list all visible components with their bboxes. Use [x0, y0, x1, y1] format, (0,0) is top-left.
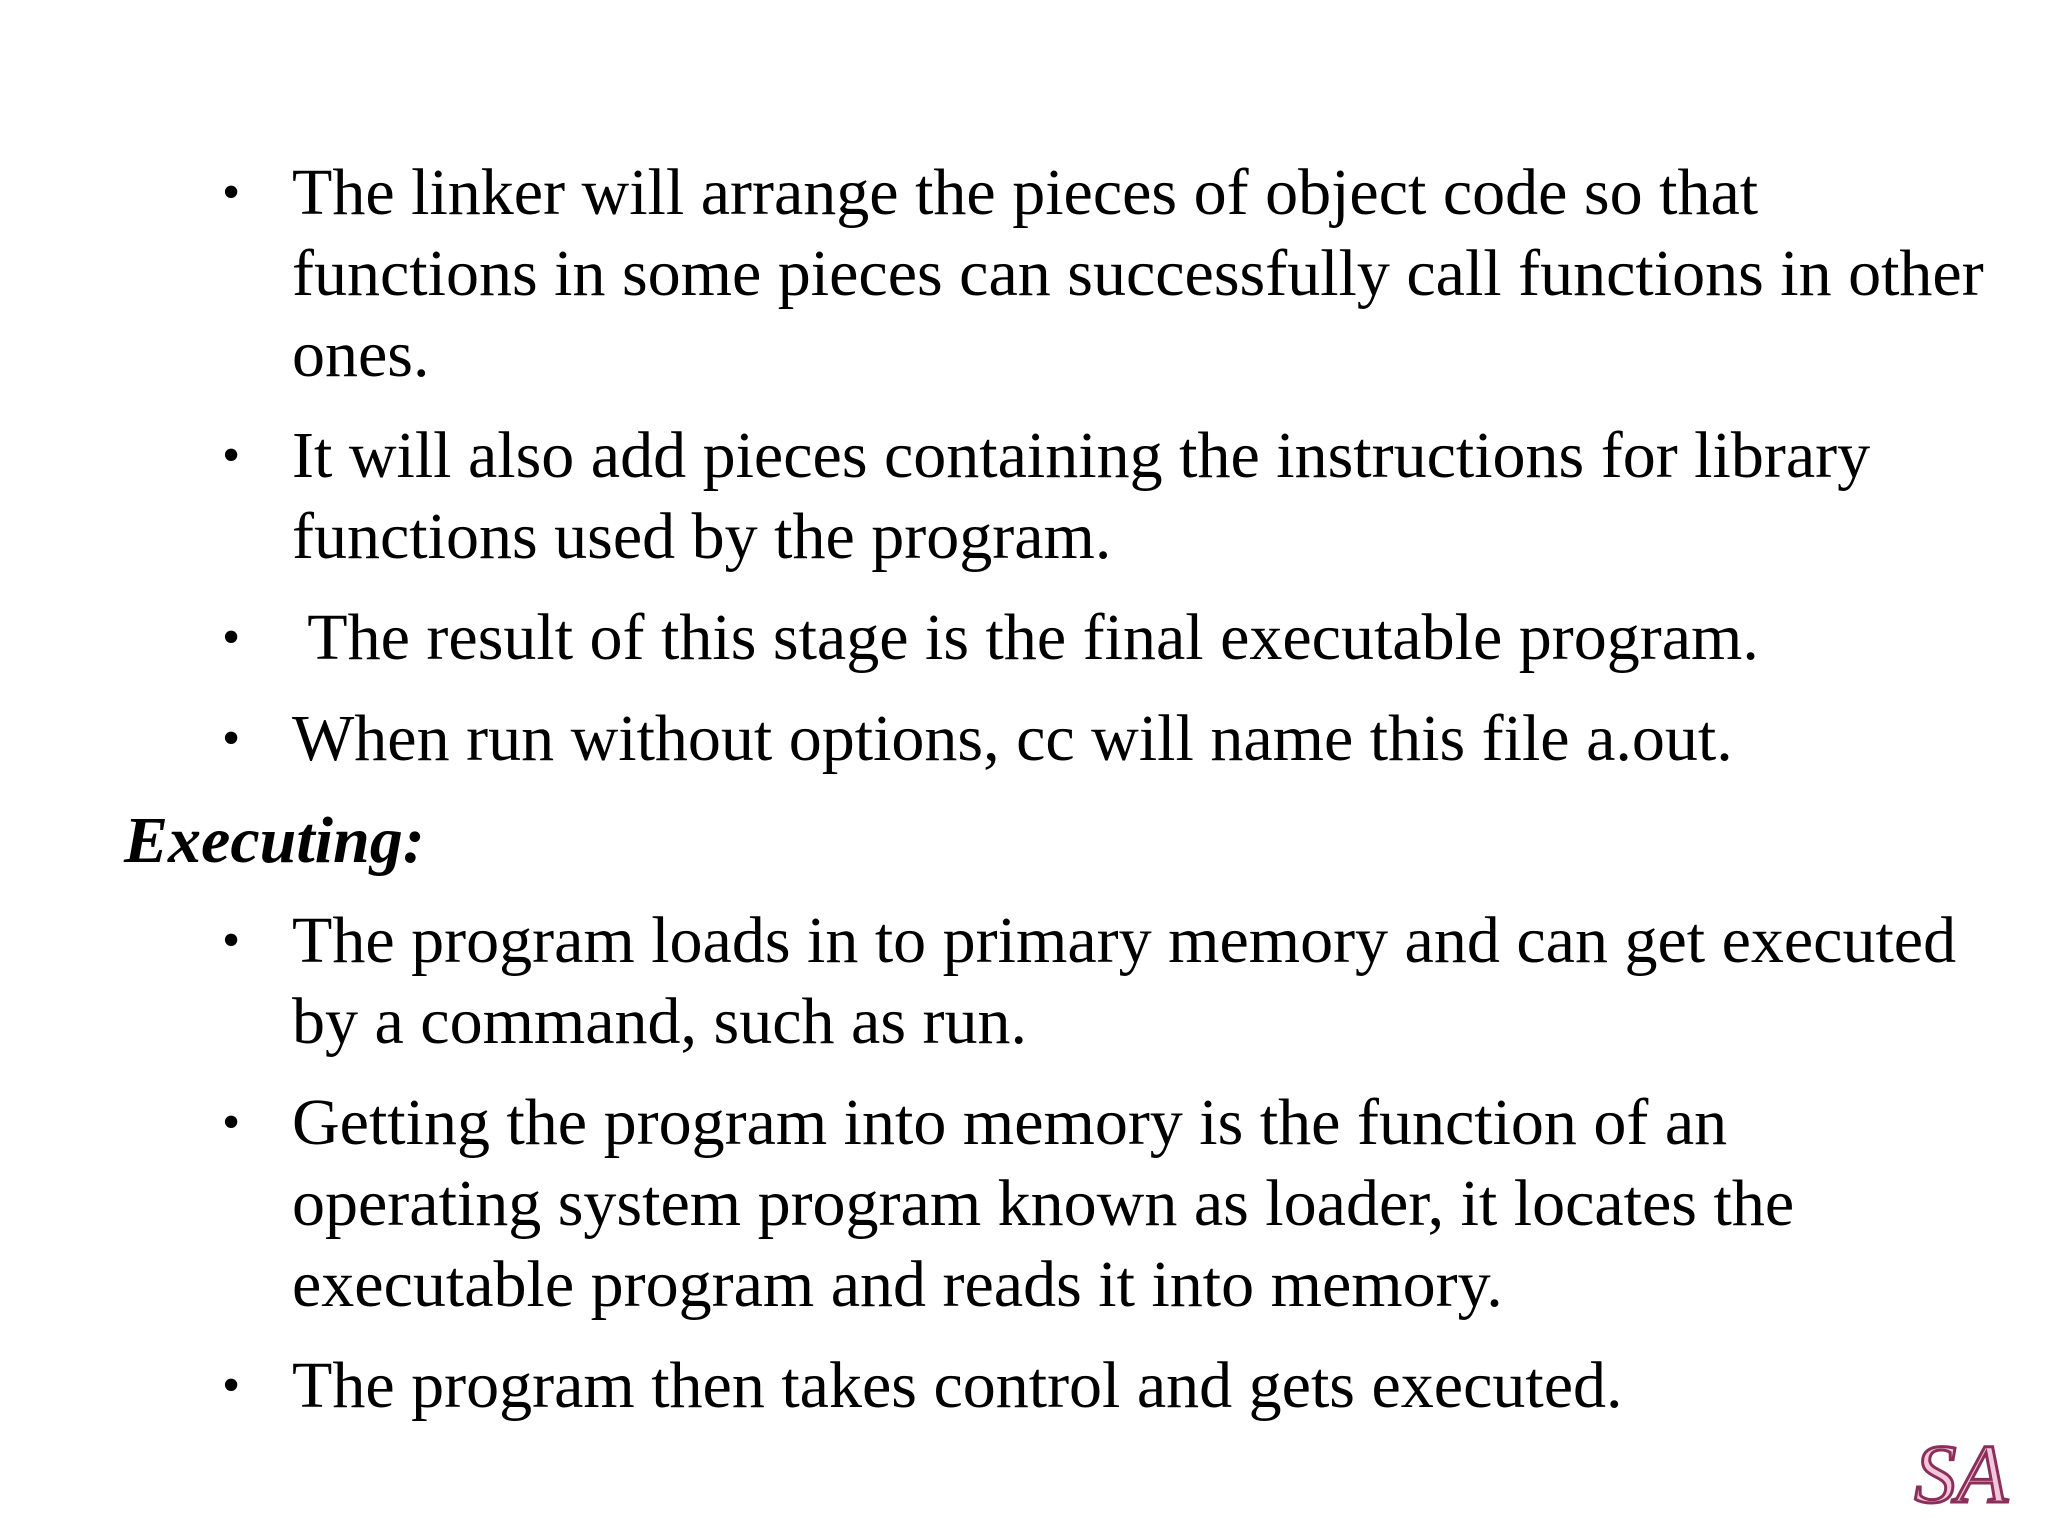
bullet-text: The program then takes control and gets executed.: [292, 1349, 1623, 1422]
bullet-item-library-functions: [0, 415, 2048, 577]
bullet-text: The program loads in to primary memory and can get executed by a command, such as run.: [292, 904, 1957, 1058]
bullet-icon: •: [222, 427, 241, 484]
bullet-icon: •: [222, 609, 241, 666]
bullet-icon: •: [222, 164, 241, 221]
bullet-text: Getting the program into memory is the function of an operating system program known as loader, it locates the executable program and reads it into memory.: [292, 1086, 1795, 1321]
bullet-item-a-out: [0, 698, 2048, 779]
sa-logo-text: SA: [1914, 1428, 2008, 1521]
bullet-icon: •: [222, 912, 241, 969]
bullet-text: The linker will arrange the pieces of object code so that functions in some pieces can successfully call functions in other ones.: [292, 156, 1984, 391]
linking-bullet-list: [0, 152, 2048, 799]
bullet-item-loader: [0, 1082, 2048, 1325]
bullet-item-takes-control: [0, 1345, 2048, 1426]
bullet-text: It will also add pieces containing the instructions for library functions used by the program.: [292, 419, 1871, 573]
section-heading-executing: Executing:: [124, 804, 425, 877]
sa-logo-icon: [1896, 1422, 2026, 1522]
bullet-icon: •: [222, 1357, 241, 1414]
bullet-item-program-loads: [0, 900, 2048, 1062]
executing-bullet-list: [0, 900, 2048, 1446]
bullet-icon: •: [222, 710, 241, 767]
bullet-item-linker-arrange: [0, 152, 2048, 395]
bullet-text: The result of this stage is the final executable program.: [292, 601, 1759, 674]
bullet-item-stage-result: [0, 597, 2048, 678]
bullet-text: When run without options, cc will name this file a.out.: [292, 702, 1733, 775]
bullet-icon: •: [222, 1094, 241, 1151]
